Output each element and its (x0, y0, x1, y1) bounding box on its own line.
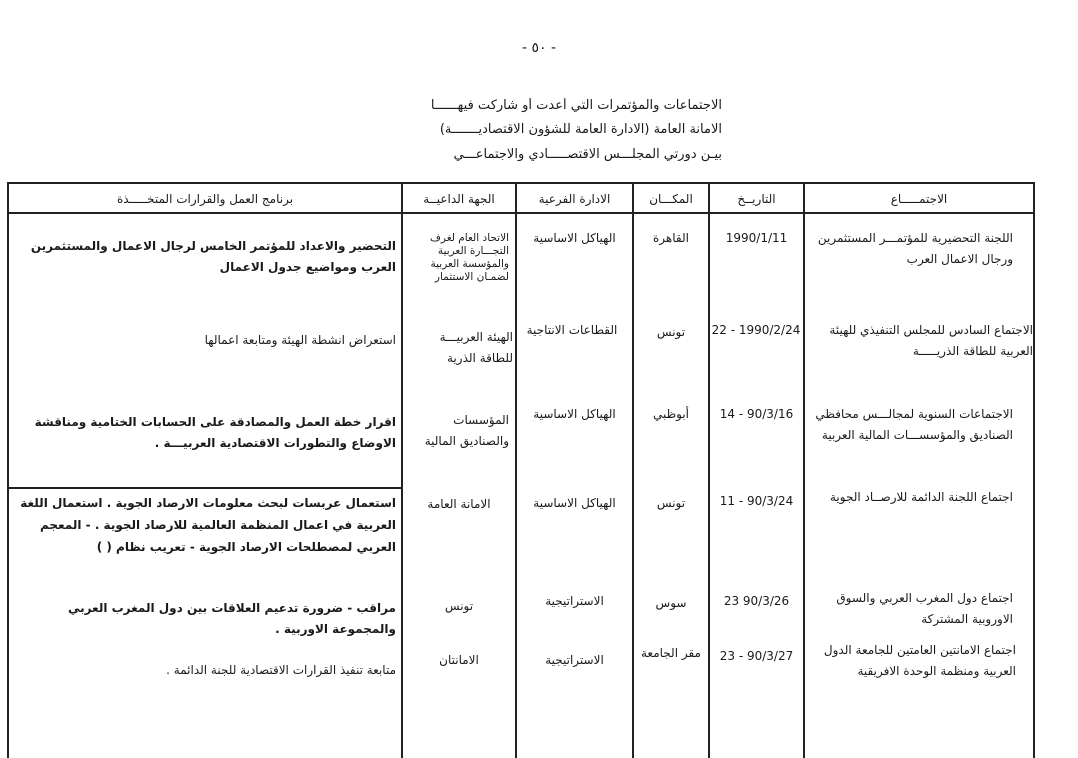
cell-sub-department: الاستراتيجية (545, 594, 604, 608)
report-title-line-2: الامانة العامة (الادارة العامة للشؤون الاقتصاديـــــــة) (439, 122, 722, 137)
cell-place: سوس (655, 596, 687, 610)
cell-place: تونس (656, 325, 686, 339)
cell-sub-department: الهياكل الاساسية (533, 407, 616, 421)
cell-meeting: اجتماع الامانتين العامتين للجامعة الدول العربية ومنظمة الوحدة الافريقية (823, 643, 1016, 678)
cell-inviting-party: تونس (444, 599, 474, 613)
column-divider (515, 182, 517, 758)
cell-place: أبوظبي (652, 407, 690, 421)
table-top-border (7, 182, 1034, 184)
cell-program: التحضير والاعداد للمؤتمر الخامس لرجال الاعمال والمستثمرين العرب ومواضيع جدول الاعمال (30, 239, 396, 274)
cell-program: اقرار خطة العمل والمصادقة على الحسابات الختامية ومناقشة الاوضاع والتطورات الاقتصادية العربيـــة . (34, 415, 396, 450)
page-number: - ٥٠ - (521, 40, 557, 56)
header-inviting-party: الجهة الداعيــة (423, 192, 495, 206)
cell-meeting: اجتماع اللجنة الدائمة للارصــاد الجوية (829, 490, 1013, 504)
cell-program: استعراض انشطة الهيئة ومتابعة اعمالها (204, 333, 396, 347)
cell-sub-department: الاستراتيجية (545, 653, 604, 667)
cell-meeting: اجتماع دول المغرب العربي والسوق الاوروبية المشتركة (836, 591, 1013, 626)
cell-place: مقر الجامعة (641, 646, 701, 660)
column-divider (708, 182, 710, 758)
column-divider (632, 182, 634, 758)
table-section-divider (7, 487, 402, 489)
cell-inviting-party: المؤسسات والصناديق المالية (424, 413, 509, 448)
cell-inviting-party: الامانتان (439, 653, 479, 667)
column-divider (401, 182, 403, 758)
table-right-border (1033, 182, 1035, 758)
report-title-line-1: الاجتماعات والمؤتمرات التي أعدت أو شاركت فيهــــــا (430, 98, 722, 113)
cell-date: 23 90/3/26 (723, 594, 790, 608)
column-divider (803, 182, 805, 758)
cell-date: 11 - 90/3/24 (719, 494, 794, 508)
cell-meeting: الاجتماعات السنوية لمجالـــس محافظي الصناديق والمؤسســـات المالية العربية (815, 407, 1013, 442)
cell-program: مراقب - ضرورة تدعيم العلاقات بين دول المغرب العربي والمجموعة الاوربية . (67, 601, 396, 636)
table-left-border (7, 182, 9, 758)
cell-meeting: اللجنة التحضيرية للمؤتمـــر المستثمرين ورجال الاعمال العرب (817, 231, 1013, 266)
cell-sub-department: الهياكل الاساسية (533, 496, 616, 510)
cell-inviting-party: الهيئة العربيـــة للطاقة الذرية (439, 330, 513, 365)
cell-date: 22 - 1990/2/24 (711, 323, 801, 337)
cell-inviting-party: الاتحاد العام لغرف التجـــارة العربية والمؤسسة العربية لضمـان الاستثمار (430, 232, 509, 283)
cell-inviting-party: الامانة العامة (427, 497, 491, 511)
cell-program: متابعة تنفيذ القرارات الاقتصادية للجنة الدائمة . (166, 663, 396, 677)
cell-sub-department: القطاعات الانتاجية (526, 323, 618, 337)
cell-place: تونس (656, 496, 686, 510)
header-meeting: الاجتمـــــاع (890, 192, 948, 206)
report-title-line-3: بيـن دورتي المجلـــس الاقتصـــــادي والاجتماعـــي (453, 147, 722, 162)
cell-date: 23 - 90/3/27 (719, 649, 794, 663)
cell-meeting: الاجتماع السادس للمجلس التنفيذي للهيئة العربية للطاقة الذريـــــة (829, 323, 1033, 358)
header-sub-department: الادارة الفرعية (538, 192, 611, 206)
cell-sub-department: الهياكل الاساسية (533, 231, 616, 245)
cell-date: 1990/1/11 (725, 231, 788, 245)
table-header-divider (7, 212, 1034, 214)
header-place: المكـــان (649, 192, 693, 206)
header-program: برنامج العمل والقرارات المتخـــــذة (116, 192, 294, 206)
cell-place: القاهرة (653, 231, 689, 245)
cell-date: 14 - 90/3/16 (719, 407, 794, 421)
header-date: التاريــخ (737, 192, 776, 206)
cell-program: استعمال عربسات لبحث معلومات الارصاد الجوية . استعمال اللغة العربية في اعمال المنظمة العالمية للارصاد الجوية . - المعجم العربي لمصطلحات الارصاد الجوية - تعريب نظام ( ) (20, 496, 396, 554)
